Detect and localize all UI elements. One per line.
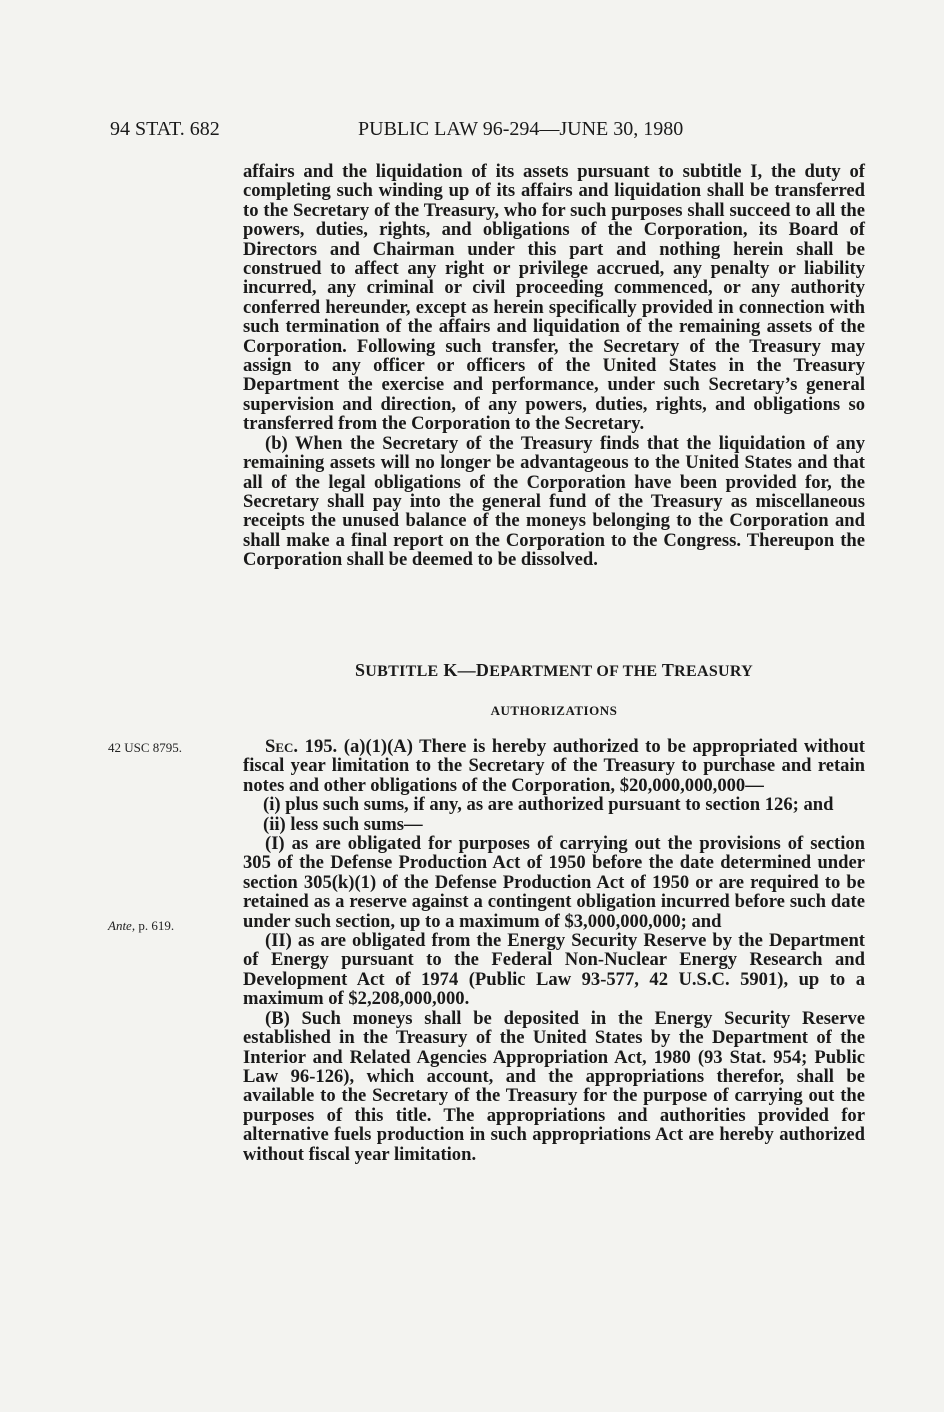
public-law-title: PUBLIC LAW 96-294—JUNE 30, 1980 <box>358 118 684 140</box>
subtitle-heading-part: UBTITLE <box>365 663 439 680</box>
subclause-II: (II) as are obligated from the Energy Security Reserve by the Department of Energy pursuant to the Federal Non-Nuclear Energy Research and Development Act of 1974 (Public Law 93-577, 42 U.S.C. 5901), up to a maximum of $2,208,000,000. <box>243 930 865 1010</box>
subtitle-heading-part: S <box>354 660 366 680</box>
paragraph-continued: affairs and the liquidation of its assets pursuant to subtitle I, the duty of completing such winding up of its affairs and liquidation shall be transferred to the Secretary of the Treasury, who for such purposes shall succeed to all the powers, duties, rights, and obligations of the Corporation, its Board of Directors and Chairman under this part and nothing herein shall be construed to affect any right or privilege accrued, any penalty or liability incurred, any criminal or civil proceeding commenced, or any authority conferred hereunder, except as herein specifically provided in connection with such termination of the affairs and liquidation of the remaining assets of the Corporation. Following such transfer, the Secretary of the Treasury may assign to any officer or officers of the United States in the Treasury Department the exercise and performance, under such Secretary’s general supervision and direction, of any powers, duties, rights, and obligations so transferred from the Corporation to the Secretary. <box>243 161 865 435</box>
text-block-continuation <box>243 162 865 570</box>
paragraph-b: (b) When the Secretary of the Treasury finds that the liquidation of any remaining assets will no longer be advantageous to the United States and that all of the legal obligations of the Corporation have been provided for, the Secretary shall pay into the general fund of the Treasury as miscellaneous receipts the unused balance of the moneys belonging to the Corporation and shall make a final report on the Corporation to the Congress. Thereupon the Corporation shall be deemed to be dissolved. <box>243 432 865 571</box>
subtitle-heading-part: REASURY <box>674 663 754 680</box>
text-block-section-195 <box>243 737 865 1164</box>
clause-i: (i) plus such sums, if any, as are authorized pursuant to section 126; and <box>263 794 834 816</box>
section-label: Sec. <box>265 736 299 757</box>
statute-page-number: 94 STAT. 682 <box>110 118 220 140</box>
subtitle-heading-part: EPARTMENT OF THE <box>489 663 658 680</box>
section-text: 195. (a)(1)(A) There is hereby authorized to be appropriated without fiscal year limitation to the Secretary of the Treasury to purchase and retain notes and other obligations of the Corporation, $20,000,000,000— <box>243 736 865 796</box>
page-header <box>110 118 870 148</box>
subtitle-heading-part: T <box>657 660 675 680</box>
subtitle-heading-part: K—D <box>438 660 490 680</box>
section-195-a <box>243 737 865 795</box>
clause-ii: (ii) less such sums— <box>263 813 423 835</box>
authorizations-heading: AUTHORIZATIONS <box>490 703 618 718</box>
margin-note-ante-word: Ante, <box>108 918 136 933</box>
margin-note-usc: 42 USC 8795. <box>108 740 183 755</box>
margin-note-ante-page: p. 619. <box>135 918 175 933</box>
subtitle-heading <box>243 660 865 681</box>
margin-note-ante <box>108 918 174 934</box>
subclause-I: (I) as are obligated for purposes of carrying out the provisions of section 305 of the Defense Production Act of 1950 before the date determined under section 305(k)(1) of the Defense Production Act of 1950 or are required to be retained as a reserve against a contingent obligation incurred before such date under such section, up to a maximum of $3,000,000,000; and <box>243 833 865 932</box>
paragraph-B: (B) Such moneys shall be deposited in the Energy Security Reserve established in the Treasury of the United States by the Department of the Interior and Related Agencies Appropriation Act, 1980 (93 Stat. 954; Public Law 96-126), which account, and the appropriations therefor, shall be available to the Secretary of the Treasury for the purpose of carrying out the purposes of this title. The appropriations and authorities provided for alternative fuels production in such appropriations Act are hereby authorized without fiscal year limitation. <box>243 1007 865 1165</box>
